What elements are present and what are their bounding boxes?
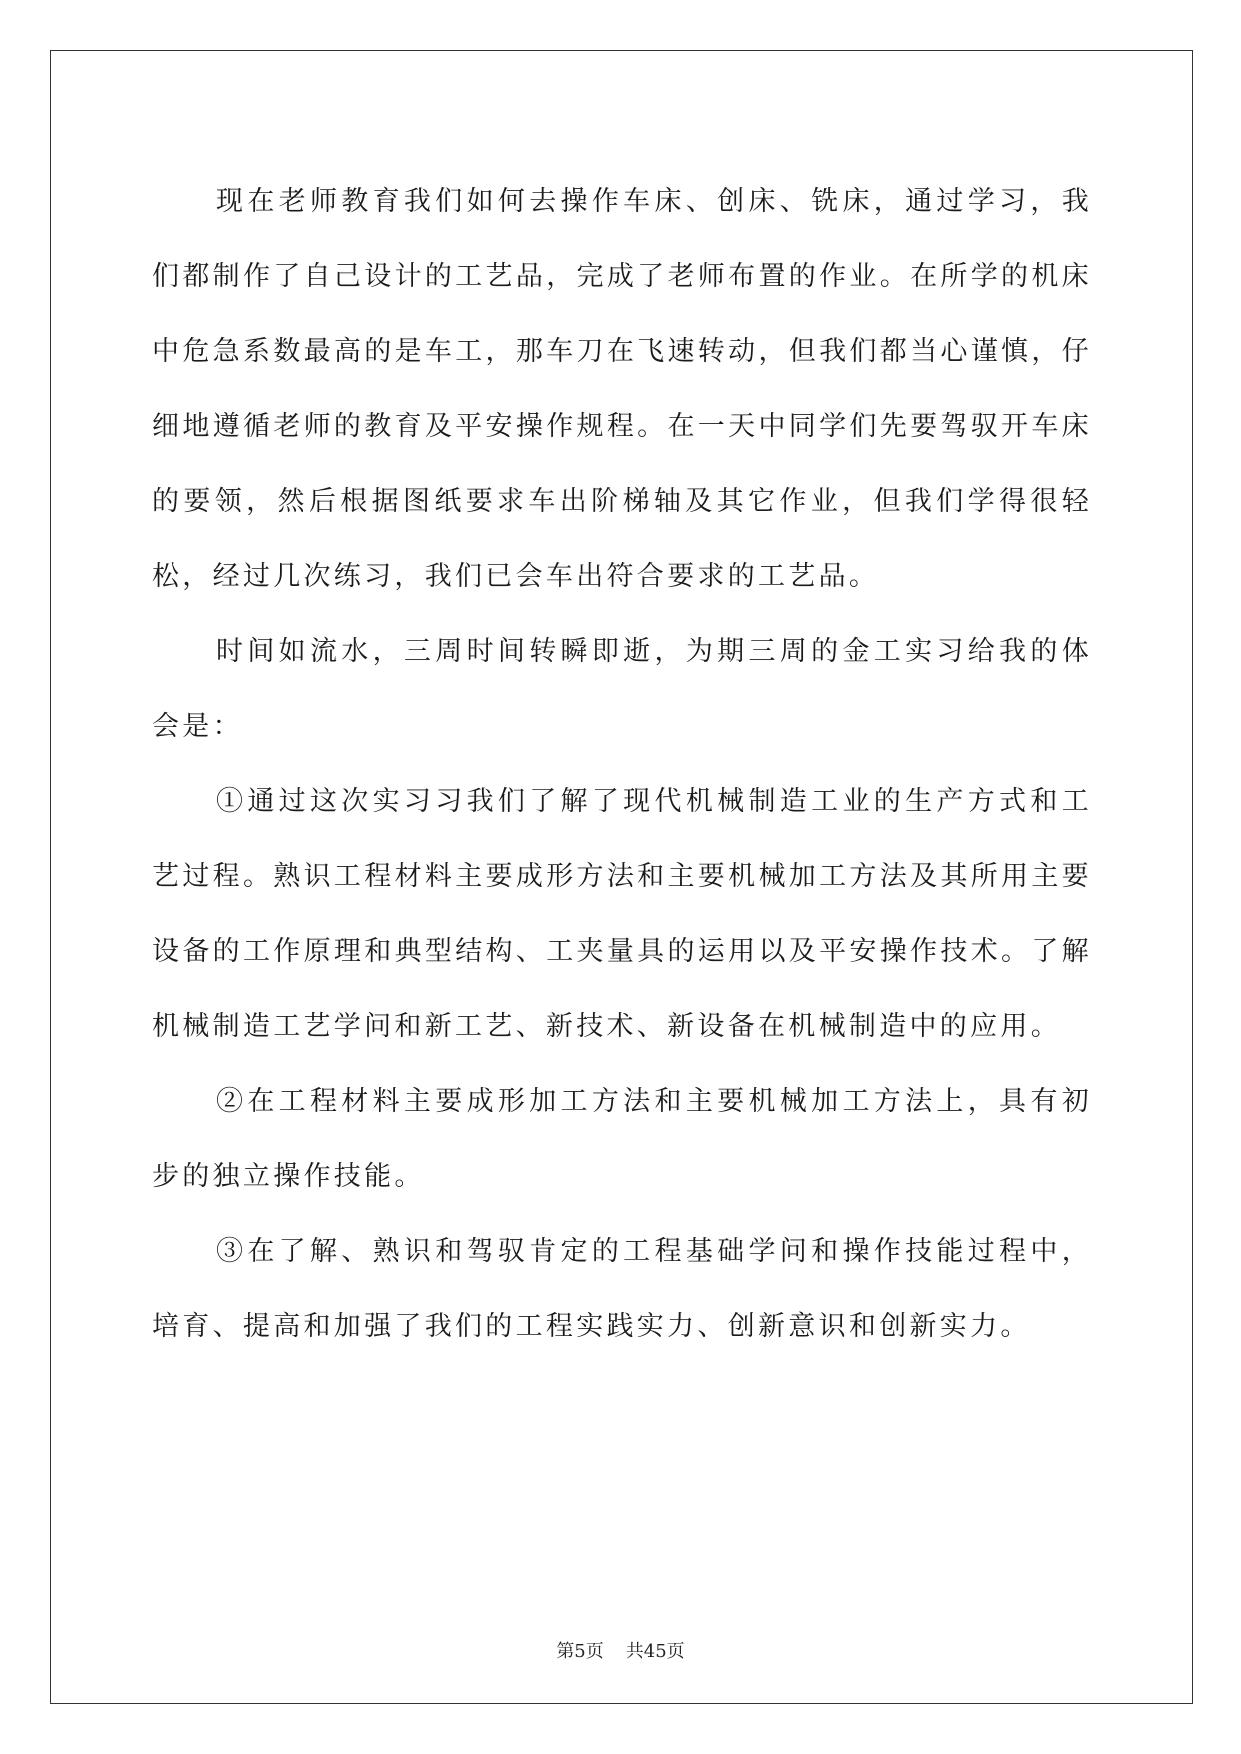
paragraph: ①通过这次实习习我们了解了现代机械制造工业的生产方式和工艺过程。熟识工程材料主要成形方法和主要机械加工方法及其所用主要设备的工作原理和典型结构、工夹量具的运用以及平安操作技术。了解机械制造工艺学问和新工艺、新技术、新设备在机械制造中的应用。 (152, 786, 1092, 1042)
paragraph: ③在了解、熟识和驾驭肯定的工程基础学问和操作技能过程中，培育、提高和加强了我们的工程实践实力、创新意识和创新实力。 (152, 1236, 1092, 1342)
page-footer (0, 1637, 1241, 1663)
paragraph: ②在工程材料主要成形加工方法和主要机械加工方法上，具有初步的独立操作技能。 (152, 1086, 1092, 1192)
page-total: 共45页 (625, 1641, 685, 1662)
document-body (152, 164, 1092, 1364)
page-number: 第5页 (556, 1641, 604, 1662)
paragraph: 时间如流水，三周时间转瞬即逝，为期三周的金工实习给我的体会是： (152, 636, 1092, 742)
paragraph: 现在老师教育我们如何去操作车床、创床、铣床，通过学习，我们都制作了自己设计的工艺品，完成了老师布置的作业。在所学的机床中危急系数最高的是车工，那车刀在飞速转动，但我们都当心谨慎，仔细地遵循老师的教育及平安操作规程。在一天中同学们先要驾驭开车床的要领，然后根据图纸要求车出阶梯轴及其它作业，但我们学得很轻松，经过几次练习，我们已会车出符合要求的工艺品。 (152, 186, 1092, 592)
